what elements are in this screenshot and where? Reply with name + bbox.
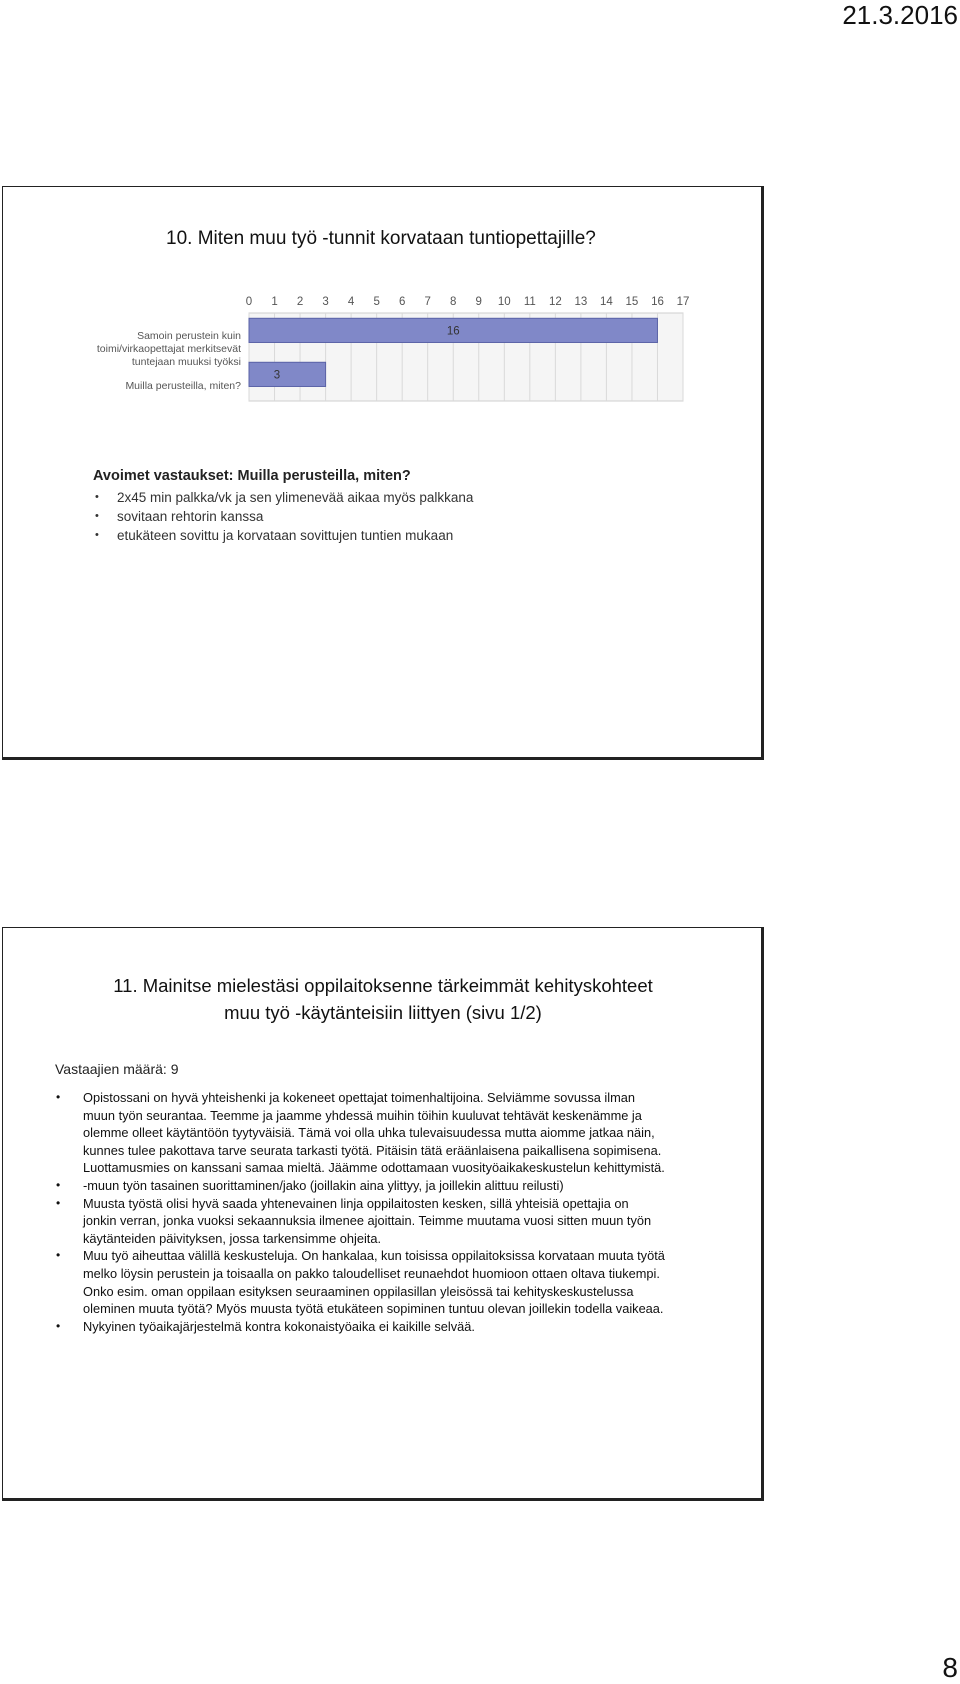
slide-title-line-1: 11. Mainitse mielestäsi oppilaitoksenne tärkeimmät kehityskohteet [113,975,653,996]
x-tick-label: 10 [497,296,511,308]
x-tick-label: 6 [398,296,406,308]
x-tick-label: 8 [450,296,457,308]
open-answers-title: Avoimet vastaukset: Muilla perusteilla, miten? [93,468,411,484]
x-tick-label: 4 [347,296,355,308]
chart-canvas [3,187,763,437]
answers-list-container [55,1089,665,1335]
x-tick-label: 15 [625,296,639,308]
x-tick-label: 13 [574,296,588,308]
list-item: • Nykyinen työaikajärjestelmä kontra kokonaistyöaika ei kaikille selvää. [55,1318,665,1336]
list-item: • etukäteen sovittu ja korvataan sovittujen tuntien mukaan [93,526,693,545]
x-tick-label: 14 [600,296,613,308]
header-date: 21.3.2016 [842,0,958,30]
slide-title-line-2: muu työ -käytänteisiin liittyen (sivu 1/2) [224,1002,542,1023]
page-number: 8 [942,1652,958,1683]
answers-list [55,1089,665,1335]
x-tick-label: 7 [424,296,431,308]
respondent-count: Vastaajien määrä: 9 [55,1061,179,1077]
bar [249,362,326,386]
list-item: • 2x45 min palkka/vk ja sen ylimenevää aikaa myös palkkana [93,488,693,507]
slide-title: 10. Miten muu työ -tunnit korvataan tuntiopettajille? [166,228,596,249]
category-label: Muilla perusteilla, miten? [125,380,241,392]
open-answers-list [93,488,693,545]
category-label: Samoin perustein kuin toimi/virkaopettajat merkitsevät tuntejaan muuksi työksi [96,330,241,368]
list-item: • sovitaan rehtorin kanssa [93,507,693,526]
list-item: • Muusta työstä olisi hyvä saada yhtenevainen linja oppilaitosten kesken, sillä yhteisiä opettajia on jonkin verran, jonka vuoksi sekaannuksia ilmenee ajoittain. Teimme muutama vuosi sitten muun työn käytänteiden päivityksen, jossa tarkensimme ohjeita. [55,1195,665,1248]
data-label: 3 [273,369,281,382]
x-tick-label: 5 [373,296,380,308]
x-tick-label: 17 [676,296,690,308]
list-item: • Opistossani on hyvä yhteishenki ja kokeneet opettajat toimenhaltijoina. Selviämme sovussa ilman muun työn seurantaa. Teemme ja jaamme yhdessä muihin töihin kuuluvat tehtävät keskenämme ja olemme olleet käytäntöön tyytyväisiä. Tämä voi olla uhka tulevaisuudessa mutta aiomme jatkaa näin, kunnes tulee pakottava tarve seurata tarkasti työtä. Pitäisin tätä eräänlaisena paikallisena sopimisena. Luottamusmies on kanssani samaa mieltä. Jäämme odottamaan vuosityöaikakeskustelun kehittymistä. [55,1089,665,1177]
x-tick-label: 9 [475,296,482,308]
x-tick-label: 11 [523,296,536,308]
x-tick-label: 0 [245,296,253,308]
x-tick-label: 12 [548,296,562,308]
slide-11 [2,927,764,1501]
x-tick-label: 3 [322,296,329,308]
slide-title [63,972,703,1026]
list-item: • Muu työ aiheuttaa välillä keskusteluja. On hankalaa, kun toisissa oppilaitoksissa korvataan muuta työtä melko löysin perustein ja toisaalla on pakko taloudelliset reunaehdot huomioon ottaen oltava tiukempi. Onko esim. oman oppilaan esityksen seuraaminen oppilasillan yleisössä tai kehityskeskustelussa oleminen muuta työtä? Myös muusta työtä etukäteen sopiminen tuntuu olevan joillekin todella vaikeaa. [55,1247,665,1317]
data-label: 16 [446,325,460,338]
open-answers [93,467,693,545]
slide-10 [2,186,764,760]
list-item: • -muun työn tasainen suorittaminen/jako (joillakin aina ylittyy, ja joillekin alittuu reilusti) [55,1177,665,1195]
x-tick-label: 2 [296,296,304,308]
x-tick-label: 1 [271,296,278,308]
x-tick-label: 16 [651,296,664,308]
bar-chart [3,187,763,437]
